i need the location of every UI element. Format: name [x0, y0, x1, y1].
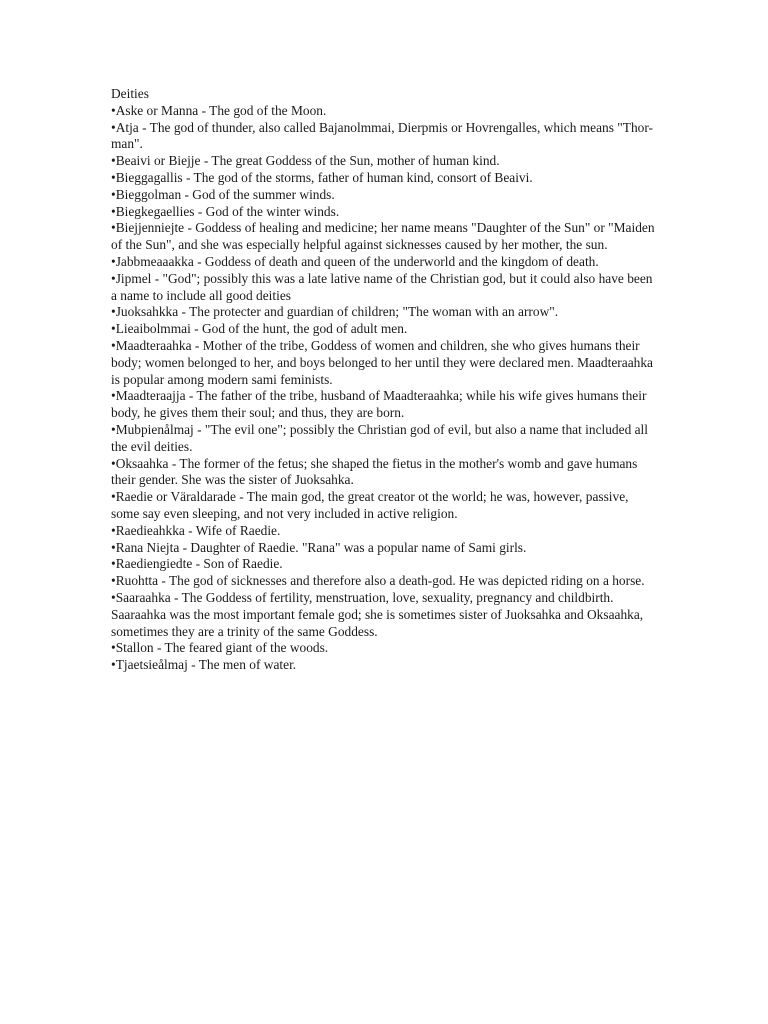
list-item: •Raedieahkka - Wife of Raedie. — [111, 522, 281, 538]
list-item: •Stallon - The feared giant of the woods. — [111, 640, 329, 656]
list-item: •Rana Niejta - Daughter of Raedie. "Rana" was a popular name of Sami girls. — [111, 539, 527, 555]
deity-list — [111, 103, 656, 674]
list-item: •Bieggolman - God of the summer winds. — [111, 186, 335, 202]
list-item: •Lieaibolmmai - God of the hunt, the god of adult men. — [111, 321, 408, 337]
list-item: •Jabbmeaaakka - Goddess of death and queen of the underworld and the kingdom of death. — [111, 253, 599, 269]
list-item: •Oksaahka - The former of the fetus; she shaped the fietus in the mother's womb and gave humans their gender. She was the sister of Juoksahka. — [111, 455, 638, 488]
list-item: •Mubpienålmaj - "The evil one"; possibly the Christian god of evil, but also a name that included all the evil deities. — [111, 421, 648, 454]
list-item: •Raediengiedte - Son of Raedie. — [111, 556, 283, 572]
list-item: •Atja - The god of thunder, also called Bajanolmmai, Dierpmis or Hovrengalles, which means "Thor- man". — [111, 119, 653, 152]
list-item: •Biejjenniejte - Goddess of healing and medicine; her name means "Daughter of the Sun" or "Maiden of the Sun", and she was especially helpful against sicknesses caused by her mother, the sun. — [111, 220, 655, 253]
list-item: •Beaivi or Biejje - The great Goddess of the Sun, mother of human kind. — [111, 153, 500, 169]
list-item: •Tjaetsieålmaj - The men of water. — [111, 657, 297, 673]
list-item: •Raedie or Väraldarade - The main god, the great creator ot the world; he was, however, passive, some say even sleeping, and not very included in active religion. — [111, 489, 629, 521]
list-item: •Maadteraajja - The father of the tribe, husband of Maadteraahka; while his wife gives humans their body, he gives them their soul; and thus, they are born. — [111, 388, 647, 421]
list-item: •Biegkegaellies - God of the winter winds. — [111, 203, 340, 219]
list-item: •Aske or Manna - The god of the Moon. — [111, 102, 327, 118]
page-title: Deities — [111, 86, 149, 101]
list-item: •Jipmel - "God"; possibly this was a late lative name of the Christian god, but it could also have been a name to include all good deities — [111, 270, 653, 303]
list-item: •Bieggagallis - The god of the storms, father of human kind, consort of Beaivi. — [111, 169, 533, 185]
list-item: •Juoksahkka - The protecter and guardian of children; "The woman with an arrow". — [111, 304, 559, 320]
list-item: •Ruohtta - The god of sicknesses and therefore also a death-god. He was depicted riding on a horse. — [111, 573, 645, 589]
document-body — [111, 86, 656, 674]
list-item: •Saaraahka - The Goddess of fertility, menstruation, love, sexuality, pregnancy and childbirth. Saaraahka was the most important female god; she is sometimes sister of Juoksahka and Oksaahka, sometimes they are a trinity of the same Goddess. — [111, 589, 644, 639]
list-item: •Maadteraahka - Mother of the tribe, Goddess of women and children, she who gives humans their body; women belonged to her, and boys belonged to her until they were declared men. Maadteraahka is popular among modern sami feminists. — [111, 337, 653, 387]
